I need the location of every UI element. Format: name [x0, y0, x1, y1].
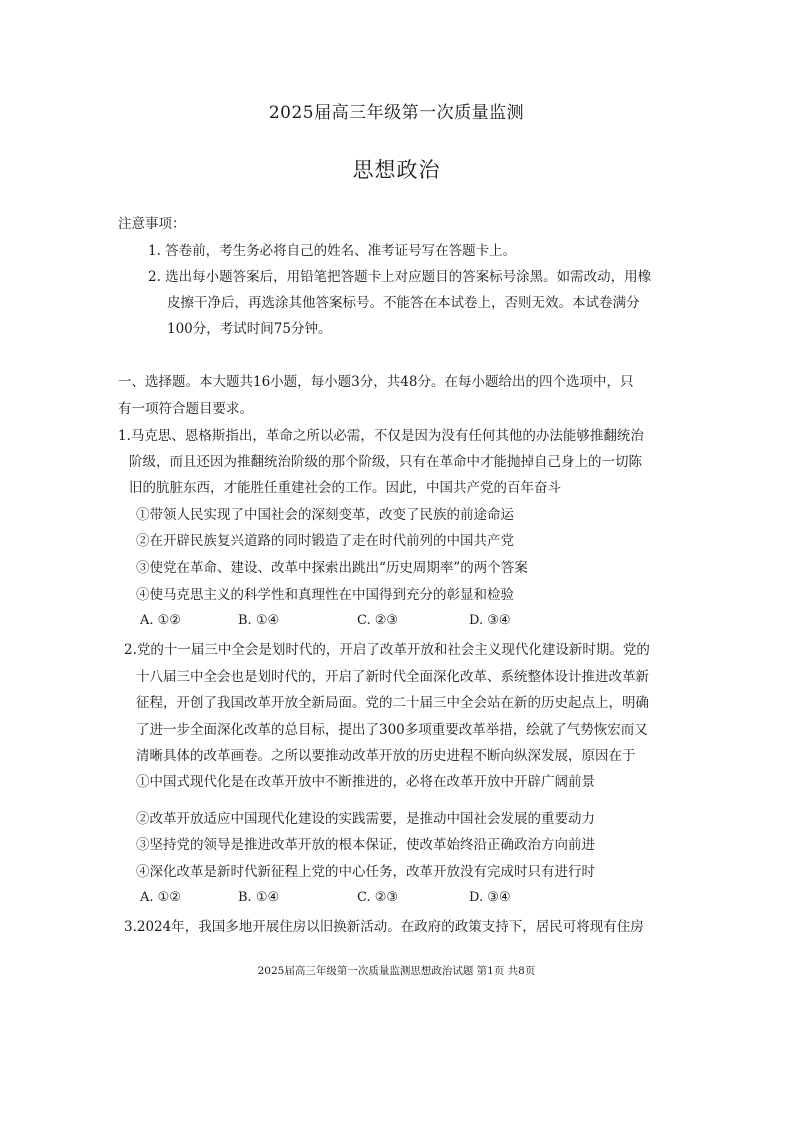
question-3-stem-line-1: 3.2024年，我国多地开展住房以旧换新活动。在政府的政策支持下，居民可将现有住房	[124, 919, 644, 935]
subject-title: 思想政治	[352, 158, 441, 182]
section-heading-line-2: 有一项符合题目要求。	[118, 401, 253, 417]
question-2-choice-a[interactable]: A. ①②	[140, 890, 181, 905]
question-1-choices	[0, 613, 793, 633]
question-1-stem-line-3: 旧的肮脏东西，才能胜任重建社会的工作。因此，中国共产党的百年奋斗	[129, 480, 561, 496]
question-2-stem-line-3: 征程，开创了我国改革开放全新局面。党的二十届三中全会站在新的历史起点上，明确	[136, 695, 649, 711]
notice-item-2-line-3: 100分，考试时间75分钟。	[167, 321, 332, 337]
notice-item-1: 1. 答卷前，考生务必将自己的姓名、准考证号写在答题卡上。	[148, 243, 517, 259]
question-1-statement-1: ①带领人民实现了中国社会的深刻变革，改变了民族的前途命运	[136, 507, 514, 523]
question-1-choice-a[interactable]: A. ①②	[140, 613, 181, 628]
question-2-stem-line-5: 清晰具体的改革画卷。之所以要推动改革开放的历史进程不断向纵深发展，原因在于	[136, 748, 636, 764]
question-1-stem-line-2: 阶级，而且还因为推翻统治阶级的那个阶级，只有在革命中才能抛掉自己身上的一切陈	[129, 454, 642, 470]
question-2-stem-line-4: 了进一步全面深化改革的总目标，提出了300多项重要改革举措，绘就了气势恢宏而又	[136, 722, 648, 738]
question-1-choice-d[interactable]: D. ③④	[469, 613, 511, 628]
question-1-choice-c[interactable]: C. ②③	[357, 613, 399, 628]
question-1-statement-4: ④使马克思主义的科学性和真理性在中国得到充分的彰显和检验	[136, 587, 514, 603]
notice-item-2-line-1: 2. 选出每小题答案后，用铅笔把答题卡上对应题目的答案标号涂黑。如需改动，用橡	[148, 269, 652, 285]
question-2-stem-line-1: 2.党的十一届三中全会是划时代的，开启了改革开放和社会主义现代化建设新时期。党的	[124, 642, 650, 658]
question-2-choice-b[interactable]: B. ①④	[238, 890, 280, 905]
notice-heading: 注意事项：	[118, 216, 186, 232]
question-2-choices	[0, 890, 793, 910]
question-2-choice-c[interactable]: C. ②③	[357, 890, 399, 905]
question-1-choice-b[interactable]: B. ①④	[238, 613, 280, 628]
section-heading-line-1: 一、选择题。本大题共16小题，每小题3分，共48分。在每小题给出的四个选项中，只	[118, 374, 634, 390]
question-1-statement-3: ③使党在革命、建设、改革中探索出跳出“历史周期率”的两个答案	[136, 560, 528, 576]
question-2-statement-3: ③坚持党的领导是推进改革开放的根本保证，使改革始终沿正确政治方向前进	[136, 837, 595, 853]
notice-item-2-line-2: 皮擦干净后，再选涂其他答案标号。不能答在本试卷上，否则无效。本试卷满分	[167, 295, 640, 311]
question-2-choice-d[interactable]: D. ③④	[469, 890, 511, 905]
page-footer: 2025届高三年级第一次质量监测思想政治试题 第1页 共8页	[257, 965, 536, 977]
exam-title: 2025届高三年级第一次质量监测	[268, 103, 525, 123]
question-2-statement-2: ②改革开放适应中国现代化建设的实践需要，是推动中国社会发展的重要动力	[136, 811, 595, 827]
question-2-stem-line-2: 十八届三中全会也是划时代的，开启了新时代全面深化改革、系统整体设计推进改革新	[136, 669, 649, 685]
question-1-stem-line-1: 1.马克思、恩格斯指出，革命之所以必需，不仅是因为没有任何其他的办法能够推翻统治	[118, 428, 644, 444]
question-1-statement-2: ②在开辟民族复兴道路的同时锻造了走在时代前列的中国共产党	[136, 533, 514, 549]
question-2-statement-1: ①中国式现代化是在改革开放中不断推进的，必将在改革开放中开辟广阔前景	[136, 774, 595, 790]
question-2-statement-4: ④深化改革是新时代新征程上党的中心任务，改革开放没有完成时只有进行时	[136, 864, 595, 880]
